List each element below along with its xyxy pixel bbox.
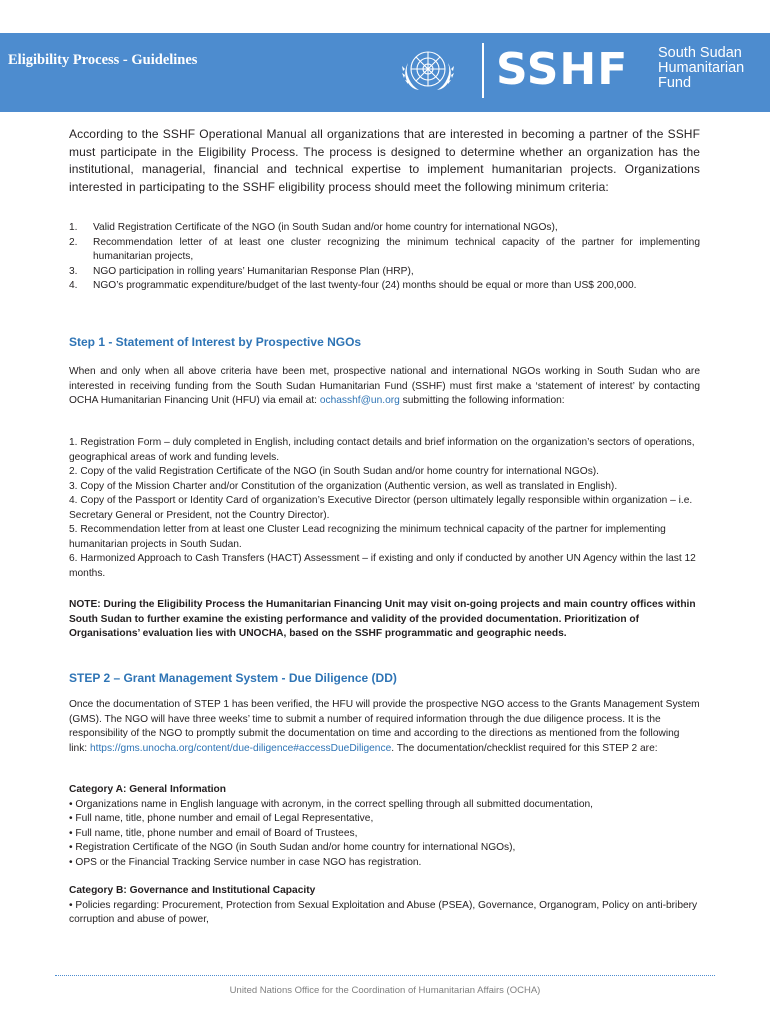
list-item: • Full name, title, phone number and email of Legal Representative, (69, 813, 374, 824)
footer-text: United Nations Office for the Coordination of Humanitarian Affairs (OCHA) (229, 985, 541, 996)
list-item-number: 2. (69, 236, 78, 248)
list-item: 5. Recommendation letter from at least one Cluster Lead recognizing the minimum technical capacity of the partner for implementing humanitarian projects in South Sudan. (69, 524, 666, 550)
sshf-sub-line-2: Humanitarian (658, 60, 745, 76)
list-item: • Full name, title, phone number and email of Board of Trustees, (69, 827, 358, 839)
sshf-sub-line-3: Fund (658, 75, 692, 91)
list-item-number: 3. (69, 265, 78, 277)
category-a (69, 783, 700, 870)
list-item: 4. Copy of the Passport or Identity Card of organization’s Executive Director (person ultimately legally responsible within organization – i.e. Secretary General or President, not the Country Director). (69, 495, 693, 521)
step1-text-before: When and only when all above criteria have been met, prospective national and international NGOs working in South Sudan who are interested in receiving funding from the South Sudan Humanitarian Fund (SSHF) must first make a ‘statement of interest’ by contacting OCHA Humanitarian Financing Unit (HFU) via email at: (69, 366, 700, 406)
step1-requirements (69, 436, 700, 581)
page-title: Eligibility Process - Guidelines (8, 52, 198, 68)
list-item-text: Recommendation letter of at least one cluster recognizing the minimum technical capacity of the partner for implementing humanitarian projects, (93, 236, 700, 262)
intro-paragraph: According to the SSHF Operational Manual all organizations that are interested in becoming a partner of the SSHF must participate in the Eligibility Process. The process is designed to determine whether an organization has the institutional, managerial, financial and technical expertise to implement humanitarian projects. Organizations interested in participating to the SSHF eligibility process should meet the following minimum criteria: (69, 127, 700, 194)
step2-text-before: Once the documentation of STEP 1 has been verified, the HFU will provide the prospective NGO access to the Grants Management System (GMS). The NGO will have three weeks’ time to submit a number of required information through the due diligence process. It is the responsibility of the NGO to promptly submit the documentation on time and according to the directions as mentioned from the following link: (69, 699, 700, 754)
top-margin (0, 0, 770, 33)
list-item (69, 236, 700, 265)
category-b (69, 884, 700, 928)
list-item: • Policies regarding: Procurement, Protection from Sexual Exploitation and Abuse (PSEA), Governance, Organogram, Policy on anti-bribery corruption and abuse of power, (69, 899, 698, 925)
step1-text-after: submitting the following information: (399, 395, 565, 406)
gms-link[interactable]: https://gms.unocha.org/content/due-diligence#accessDueDiligence (89, 742, 392, 754)
list-item-text: NGO participation in rolling years’ Humanitarian Response Plan (HRP), (93, 265, 414, 277)
note-paragraph: NOTE: During the Eligibility Process the Humanitarian Financing Unit may visit on-going projects and main country offices within South Sudan to further examine the existing performance and validity of the provided documentation. Prioritization of Organisations’ evaluation lies with UNOCHA, based on the SSHF programmatic and geographic needs. (69, 599, 696, 639)
sshf-sub-line-1: South Sudan (658, 45, 742, 61)
un-emblem-icon (398, 41, 458, 101)
list-item-number: 4. (69, 280, 78, 291)
list-item-text: NGO’s programmatic expenditure/budget of the last twenty-four (24) months should be equal or more than US$ 200,000. (93, 280, 637, 291)
email-link[interactable]: ochasshf@un.org (319, 395, 400, 406)
list-item: 2. Copy of the valid Registration Certificate of the NGO (in South Sudan and/or home country for international NGOs). (69, 466, 600, 477)
list-item-number: 1. (69, 222, 78, 233)
step1-paragraph (69, 365, 700, 409)
criteria-list (69, 221, 700, 294)
sshf-logo: SSHF (496, 44, 629, 95)
list-item-text: Valid Registration Certificate of the NGO (in South Sudan and/or home country for international NGOs), (93, 222, 558, 233)
footer-divider (55, 975, 715, 976)
list-item: 6. Harmonized Approach to Cash Transfers (HACT) Assessment – if existing and only if conducted by another UN Agency within the last 12 months. (69, 553, 696, 579)
step1-heading: Step 1 - Statement of Interest by Prospective NGOs (69, 335, 362, 349)
list-item: • Registration Certificate of the NGO (in South Sudan and/or home country for international NGOs), (69, 842, 516, 853)
list-item (69, 221, 700, 236)
header-banner (0, 33, 770, 112)
step2-heading: STEP 2 – Grant Management System - Due Diligence (DD) (69, 671, 397, 685)
list-item: • Organizations name in English language with acronym, in the correct spelling through all submitted documentation, (69, 798, 593, 810)
list-item: • OPS or the Financial Tracking Service number in case NGO has registration. (69, 856, 422, 868)
category-b-title: Category B: Governance and Institutional Capacity (69, 885, 316, 896)
list-item: 3. Copy of the Mission Charter and/or Constitution of the organization (Authentic version, as well as translated in English). (69, 480, 618, 492)
list-item (69, 265, 700, 280)
step2-text-after: . The documentation/checklist required for this STEP 2 are: (391, 742, 658, 754)
list-item (69, 279, 700, 294)
sshf-logo-subtitle (658, 46, 744, 91)
logo-divider (482, 43, 484, 98)
list-item: 1. Registration Form – duly completed in English, including contact details and brief information on the organization’s sectors of operations, geographical areas of work and funding levels. (69, 437, 695, 463)
category-a-title: Category A: General Information (69, 784, 226, 795)
step2-paragraph (69, 698, 700, 756)
